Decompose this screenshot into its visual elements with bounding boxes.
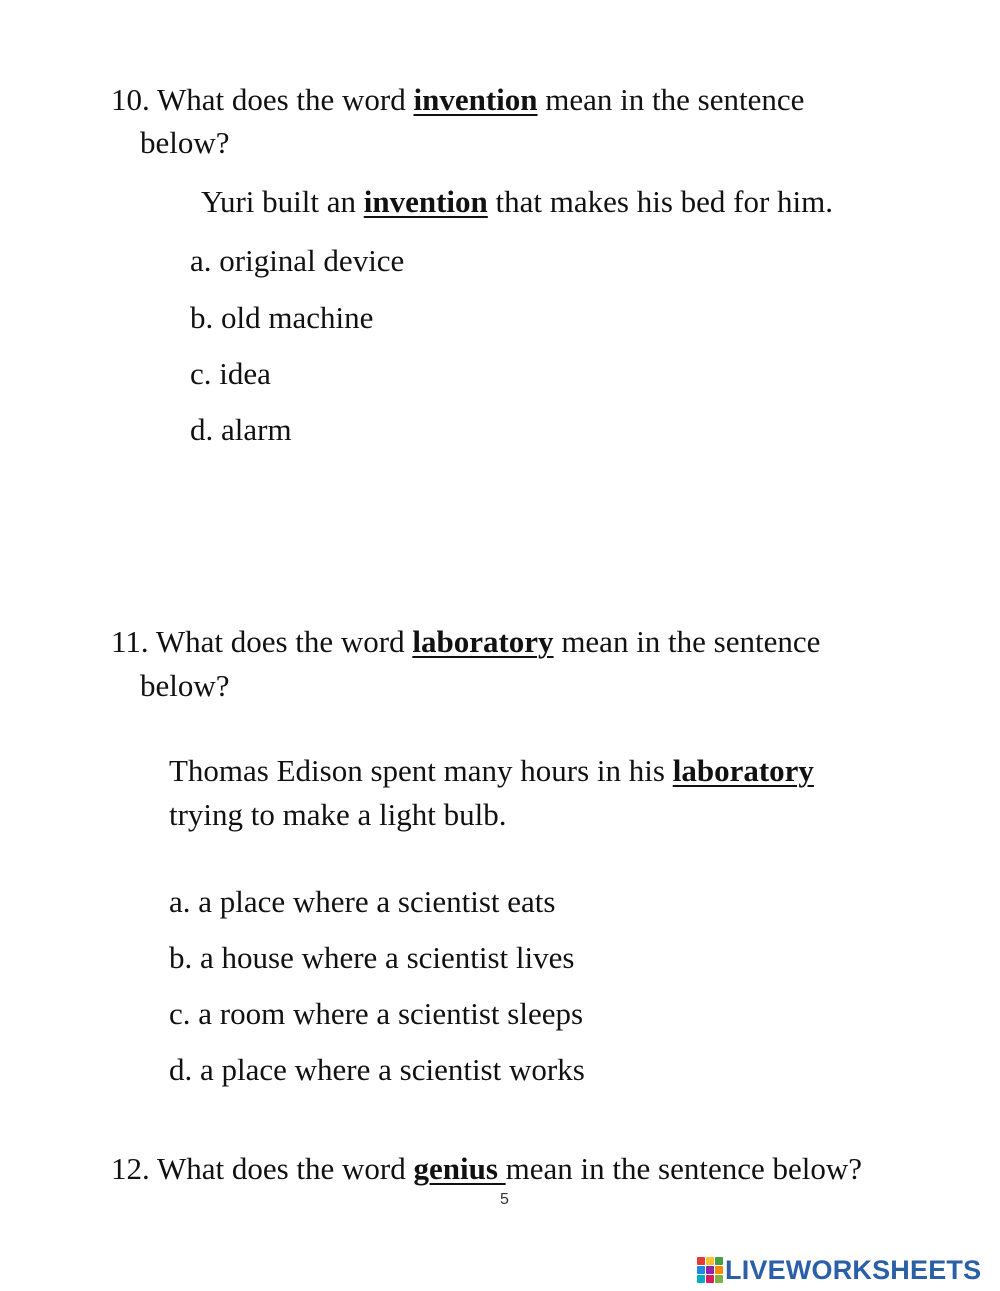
question-10-option-b: b. old machine xyxy=(190,300,374,335)
question-11-sentence xyxy=(169,751,814,791)
question-number: 12. xyxy=(111,1151,150,1186)
keyword: genius xyxy=(413,1151,506,1186)
question-12-prompt xyxy=(111,1149,862,1189)
keyword: invention xyxy=(413,82,538,117)
page-number: 5 xyxy=(500,1191,509,1208)
question-10-sentence xyxy=(201,182,833,222)
question-11-option-a: a. a place where a scientist eats xyxy=(169,884,556,919)
prompt-text: mean in the sentence xyxy=(553,624,821,659)
logo-cell xyxy=(697,1266,705,1274)
logo-cell xyxy=(706,1266,714,1274)
question-11-option-b: b. a house where a scientist lives xyxy=(169,940,575,975)
question-number: 10. xyxy=(111,82,150,117)
question-11-option-c: c. a room where a scientist sleeps xyxy=(169,996,584,1031)
keyword: laboratory xyxy=(412,624,554,659)
question-10-prompt-line2: below? xyxy=(140,125,230,160)
logo-cell xyxy=(706,1275,714,1283)
sentence-text: Yuri built an xyxy=(201,184,364,219)
prompt-text: What does the word xyxy=(156,1151,414,1186)
question-11-option-d: d. a place where a scientist works xyxy=(169,1052,585,1087)
watermark-text: LIVEWORKSHEETS xyxy=(725,1254,982,1285)
sentence-text: Thomas Edison spent many hours in his xyxy=(169,753,673,788)
logo-cell xyxy=(715,1275,723,1283)
sentence-keyword: laboratory xyxy=(672,753,814,788)
logo-cell xyxy=(715,1266,723,1274)
prompt-text: mean in the sentence xyxy=(537,82,805,117)
sentence-keyword: invention xyxy=(363,184,488,219)
question-10-option-d: d. alarm xyxy=(190,412,292,447)
liveworksheets-watermark xyxy=(697,1253,981,1287)
question-11-prompt-line2: below? xyxy=(140,668,230,703)
prompt-text: mean in the sentence below? xyxy=(505,1151,863,1186)
question-10-option-a: a. original device xyxy=(190,243,405,278)
logo-cell xyxy=(706,1257,714,1265)
logo-cell xyxy=(715,1257,723,1265)
prompt-text: What does the word xyxy=(155,624,413,659)
question-10-option-c: c. idea xyxy=(190,356,271,391)
logo-cell xyxy=(697,1275,705,1283)
prompt-text: What does the word xyxy=(156,82,414,117)
question-11-prompt xyxy=(111,622,820,662)
sentence-text: that makes his bed for him. xyxy=(487,184,834,219)
question-10-prompt xyxy=(111,80,804,120)
question-number: 11. xyxy=(111,624,149,659)
question-11-sentence-line2: trying to make a light bulb. xyxy=(169,797,507,832)
liveworksheets-logo-icon xyxy=(697,1257,723,1283)
logo-cell xyxy=(697,1257,705,1265)
